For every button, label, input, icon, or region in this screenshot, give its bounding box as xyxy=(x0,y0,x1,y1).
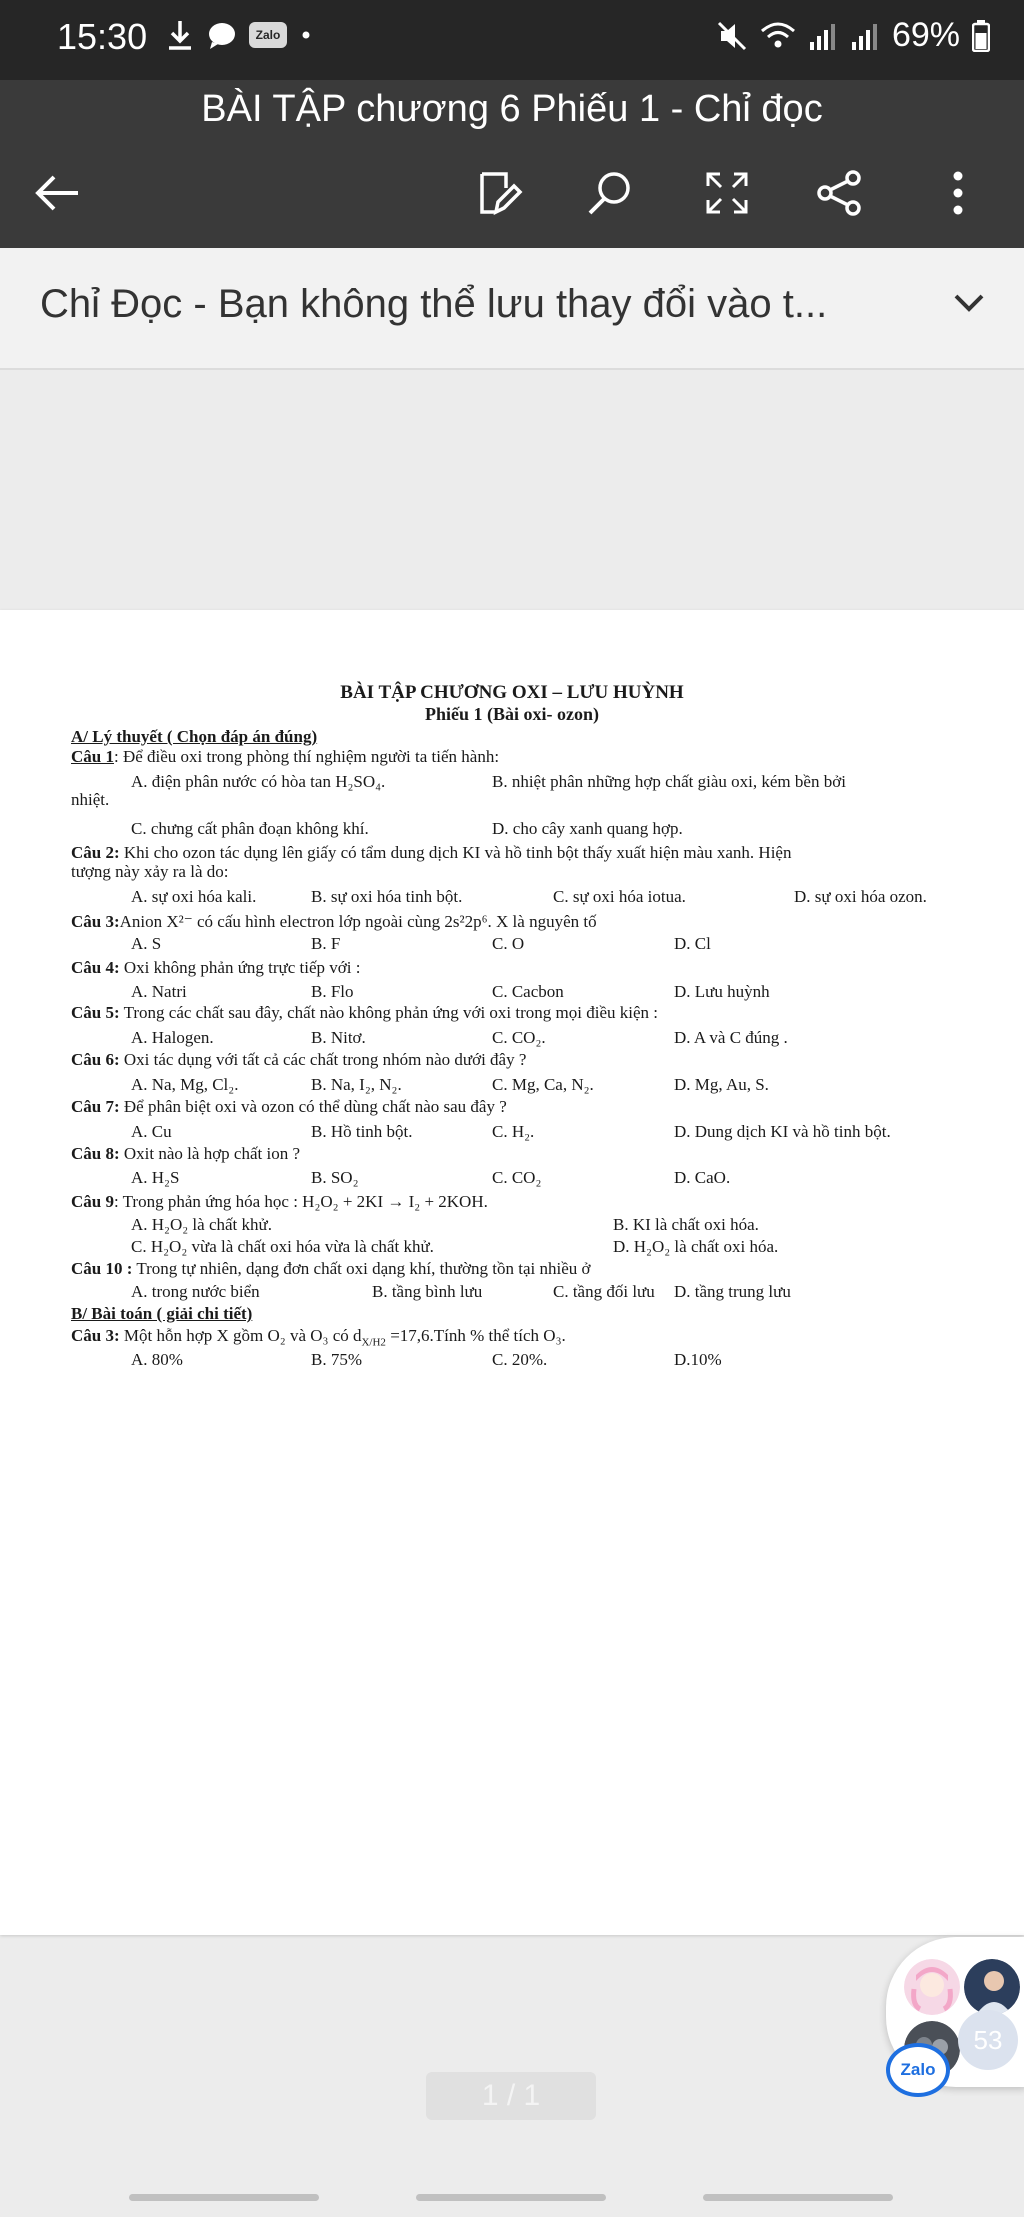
status-bar xyxy=(0,0,1024,80)
back-button[interactable] xyxy=(22,158,92,228)
question-10: Câu 10 : Trong tự nhiên, dạng đơn chất oxi dạng khí, thường tồn tại nhiều ở xyxy=(71,1259,591,1278)
question-7: Câu 7: Để phân biệt oxi và ozon có thể dùng chất nào sau đây ? xyxy=(71,1097,507,1116)
nav-back-button[interactable] xyxy=(703,2194,893,2201)
q2-option-b: B. sự oxi hóa tinh bột. xyxy=(311,887,463,906)
question-5: Câu 5: Trong các chất sau đây, chất nào không phản ứng với oxi trong mọi điều kiện : xyxy=(71,1003,658,1022)
back-arrow-icon xyxy=(32,173,82,213)
edit-pen-icon xyxy=(474,168,524,218)
p3-option-a: A. 80% xyxy=(131,1350,183,1369)
fullscreen-button[interactable] xyxy=(692,158,762,228)
more-options-button[interactable] xyxy=(923,158,993,228)
wifi-icon xyxy=(760,21,796,51)
more-vertical-icon xyxy=(948,168,968,218)
system-status xyxy=(716,16,990,55)
q4-option-b: B. Flo xyxy=(311,982,354,1001)
question-2-cont: tượng này xảy ra là do: xyxy=(71,862,229,881)
search-icon xyxy=(585,168,635,218)
nav-recents-button[interactable] xyxy=(129,2194,319,2201)
p3-option-b: B. 75% xyxy=(311,1350,362,1369)
question-1: Câu 1: Để điều oxi trong phòng thí nghiệm người ta tiến hành: xyxy=(71,747,500,766)
avatar-anime-girl xyxy=(904,1959,960,2015)
question-9: Câu 9: Trong phản ứng hóa học : H₂O₂ + 2KI → I₂ + 2KOH. xyxy=(71,1192,488,1211)
signal-icon-2 xyxy=(850,22,880,50)
page-indicator: 1 / 1 xyxy=(426,2072,596,2120)
section-a-heading: A/ Lý thuyết ( Chọn đáp án đúng) xyxy=(71,727,318,746)
chat-icon xyxy=(207,20,237,50)
search-button[interactable] xyxy=(575,158,645,228)
q6-option-a: A. Na, Mg, Cl₂. xyxy=(131,1075,239,1094)
app-bar xyxy=(0,80,1024,248)
problem-3: Câu 3: Một hỗn hợp X gồm O₂ và O₃ có $d_{X/H2}$ =17,6.Tính % thể tích O₃. xyxy=(71,1326,566,1349)
doc-subheading: Phiếu 1 (Bài oxi- ozon) xyxy=(425,704,599,724)
q1-option-d: D. cho cây xanh quang hợp. xyxy=(492,819,683,838)
doc-heading: BÀI TẬP CHƯƠNG OXI – LƯU HUỲNH xyxy=(340,682,684,703)
zalo-notification-icon: Zalo xyxy=(249,22,287,48)
q3-option-a: A. S xyxy=(131,934,162,953)
document-page xyxy=(0,610,1024,1935)
q4-option-c: C. Cacbon xyxy=(492,982,564,1001)
battery-icon xyxy=(972,20,990,52)
more-notifications-icon xyxy=(299,28,313,42)
q1-option-b: B. nhiệt phân những hợp chất giàu oxi, kém bền bởi xyxy=(492,772,846,791)
readonly-banner-text: Chỉ Đọc - Bạn không thể lưu thay đổi vào t... xyxy=(40,282,828,326)
question-8: Câu 8: Oxit nào là hợp chất ion ? xyxy=(71,1144,301,1163)
q6-option-c: C. Mg, Ca, N₂. xyxy=(492,1075,594,1094)
share-button[interactable] xyxy=(805,158,875,228)
q9-option-c: C. H₂O₂ vừa là chất oxi hóa vừa là chất khử. xyxy=(131,1237,434,1256)
q4-option-a: A. Natri xyxy=(131,982,187,1001)
q2-option-d: D. sự oxi hóa ozon. xyxy=(794,887,927,906)
q1-option-c: C. chưng cất phân đoạn không khí. xyxy=(131,819,369,838)
q8-option-d: D. CaO. xyxy=(674,1168,731,1187)
q5-option-a: A. Halogen. xyxy=(131,1028,214,1047)
q6-option-b: B. Na, I₂, N₂. xyxy=(311,1075,402,1094)
status-time: 15:30 xyxy=(57,16,148,57)
q3-option-b: B. F xyxy=(311,934,341,953)
q10-option-d: D. tầng trung lưu xyxy=(674,1282,791,1301)
p3-option-c: C. 20%. xyxy=(492,1350,548,1369)
expand-icon xyxy=(702,168,752,218)
q3-option-d: D. Cl xyxy=(674,934,711,953)
q7-option-a: A. Cu xyxy=(131,1122,172,1141)
q7-option-b: B. Hồ tinh bột. xyxy=(311,1122,413,1141)
download-icon xyxy=(165,18,195,52)
q6-option-d: D. Mg, Au, S. xyxy=(674,1075,769,1094)
q9-option-d: D. H₂O₂ là chất oxi hóa. xyxy=(613,1237,779,1256)
q3-option-c: C. O xyxy=(492,934,525,953)
question-6: Câu 6: Oxi tác dụng với tất cả các chất trong nhóm nào dưới đây ? xyxy=(71,1050,527,1069)
q8-option-a: A. H₂S xyxy=(131,1168,180,1187)
mute-icon xyxy=(716,20,748,52)
p3-option-d: D.10% xyxy=(674,1350,722,1369)
chevron-down-icon[interactable] xyxy=(944,278,994,328)
share-icon xyxy=(815,168,865,218)
question-2: Câu 2: Khi cho ozon tác dụng lên giấy có tẩm dung dịch KI và hồ tinh bột thấy xuất hiện màu xanh. Hiện xyxy=(71,843,792,862)
q10-option-c: C. tầng đối lưu xyxy=(553,1282,655,1301)
readonly-banner[interactable] xyxy=(0,248,1024,370)
q1-option-b-cont: nhiệt. xyxy=(71,790,110,809)
q5-option-b: B. Nitơ. xyxy=(311,1028,366,1047)
unread-count-badge: 53 xyxy=(958,2010,1018,2070)
zalo-logo-icon: Zalo xyxy=(886,2043,950,2097)
q5-option-d: D. A và C đúng . xyxy=(674,1028,788,1047)
q9-option-a: A. H₂O₂ là chất khử. xyxy=(131,1215,272,1234)
question-4: Câu 4: Oxi không phản ứng trực tiếp với : xyxy=(71,958,361,977)
battery-percent: 69% xyxy=(891,16,960,54)
section-b-heading: B/ Bài toán ( giải chi tiết) xyxy=(71,1304,253,1323)
q2-option-a: A. sự oxi hóa kali. xyxy=(131,887,257,906)
q8-option-c: C. CO₂ xyxy=(492,1168,542,1187)
notification-icons xyxy=(165,18,313,52)
signal-icon xyxy=(808,22,838,50)
q1-option-a: A. điện phân nước có hòa tan H₂SO₄. xyxy=(131,772,386,791)
q2-option-c: C. sự oxi hóa iotua. xyxy=(553,887,686,906)
q5-option-c: C. CO₂. xyxy=(492,1028,546,1047)
system-nav-bar xyxy=(0,2150,1024,2217)
q4-option-d: D. Lưu huỳnh xyxy=(674,982,770,1001)
avatar-person xyxy=(964,1959,1020,2015)
q9-option-b: B. KI là chất oxi hóa. xyxy=(613,1215,759,1234)
question-3: Câu 3:Anion X²⁻ có cấu hình electron lớp ngoài cùng 2s²2p⁶. X là nguyên tố xyxy=(71,912,597,931)
q8-option-b: B. SO₂ xyxy=(311,1168,359,1187)
q10-option-a: A. trong nước biển xyxy=(131,1282,260,1301)
edit-button[interactable] xyxy=(464,158,534,228)
q10-option-b: B. tầng bình lưu xyxy=(372,1282,483,1301)
q7-option-c: C. H₂. xyxy=(492,1122,535,1141)
document-title: BÀI TẬP chương 6 Phiếu 1 - Chỉ đọc xyxy=(201,88,823,130)
nav-home-button[interactable] xyxy=(416,2194,606,2201)
q7-option-d: D. Dung dịch KI và hồ tinh bột. xyxy=(674,1122,891,1141)
